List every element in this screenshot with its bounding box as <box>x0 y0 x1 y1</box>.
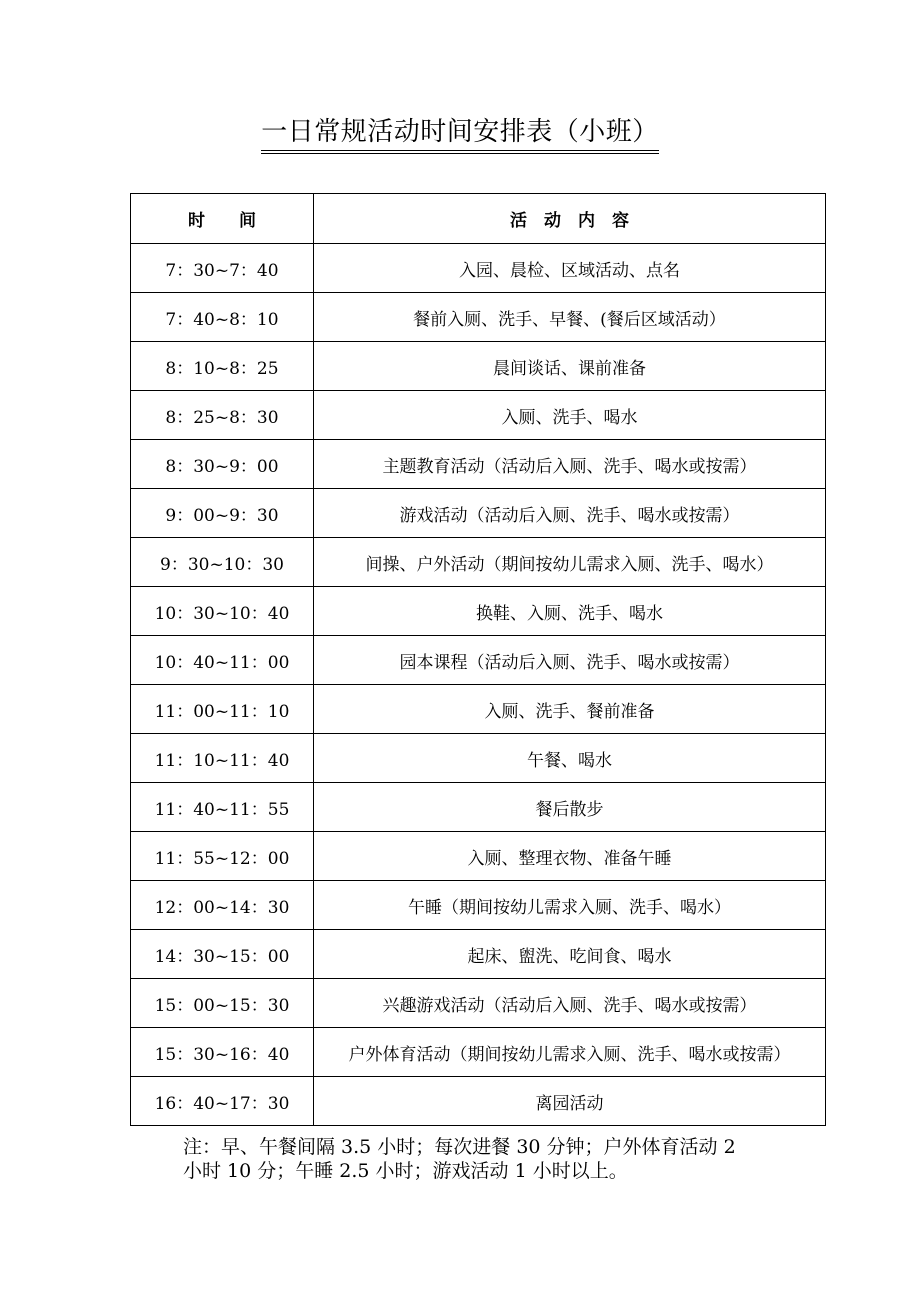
table-row <box>131 1028 826 1077</box>
table-row <box>131 293 826 342</box>
page-title-text: 一日常规活动时间安排表（小班） <box>261 115 659 154</box>
time-cell: 10：30~10：40 <box>131 587 314 636</box>
activity-cell: 餐后散步 <box>314 783 826 832</box>
time-cell: 16：40~17：30 <box>131 1077 314 1126</box>
time-cell: 9：30~10：30 <box>131 538 314 587</box>
activity-cell: 主题教育活动（活动后入厕、洗手、喝水或按需） <box>314 440 826 489</box>
activity-cell: 园本课程（活动后入厕、洗手、喝水或按需） <box>314 636 826 685</box>
activity-cell: 离园活动 <box>314 1077 826 1126</box>
time-cell: 15：00~15：30 <box>131 979 314 1028</box>
time-cell: 11：55~12：00 <box>131 832 314 881</box>
table-row <box>131 538 826 587</box>
activity-cell: 入厕、整理衣物、准备午睡 <box>314 832 826 881</box>
activity-cell: 晨间谈话、课前准备 <box>314 342 826 391</box>
time-cell: 8：25~8：30 <box>131 391 314 440</box>
table-header-row <box>131 194 826 244</box>
table-row <box>131 244 826 293</box>
activity-cell: 起床、盥洗、吃间食、喝水 <box>314 930 826 979</box>
activity-cell: 兴趣游戏活动（活动后入厕、洗手、喝水或按需） <box>314 979 826 1028</box>
activity-cell: 换鞋、入厕、洗手、喝水 <box>314 587 826 636</box>
schedule-table <box>130 193 826 1126</box>
header-time: 时 间 <box>131 194 314 244</box>
table-row <box>131 587 826 636</box>
time-cell: 14：30~15：00 <box>131 930 314 979</box>
activity-cell: 间操、户外活动（期间按幼儿需求入厕、洗手、喝水） <box>314 538 826 587</box>
time-cell: 7：40~8：10 <box>131 293 314 342</box>
activity-cell: 午睡（期间按幼儿需求入厕、洗手、喝水） <box>314 881 826 930</box>
table-row <box>131 930 826 979</box>
activity-cell: 入园、晨检、区域活动、点名 <box>314 244 826 293</box>
table-row <box>131 734 826 783</box>
footnote-line-2: 小时 10 分；午睡 2.5 小时；游戏活动 1 小时以上。 <box>183 1160 628 1182</box>
time-cell: 15：30~16：40 <box>131 1028 314 1077</box>
table-row <box>131 979 826 1028</box>
time-cell: 7：30~7：40 <box>131 244 314 293</box>
time-cell: 9：00~9：30 <box>131 489 314 538</box>
table-row <box>131 881 826 930</box>
table-row <box>131 685 826 734</box>
time-cell: 11：10~11：40 <box>131 734 314 783</box>
activity-cell: 餐前入厕、洗手、早餐、(餐后区域活动） <box>314 293 826 342</box>
time-cell: 12：00~14：30 <box>131 881 314 930</box>
table-row <box>131 489 826 538</box>
time-cell: 11：40~11：55 <box>131 783 314 832</box>
table-row <box>131 832 826 881</box>
page-title <box>0 112 920 154</box>
activity-cell: 户外体育活动（期间按幼儿需求入厕、洗手、喝水或按需） <box>314 1028 826 1077</box>
activity-cell: 游戏活动（活动后入厕、洗手、喝水或按需） <box>314 489 826 538</box>
table-row <box>131 783 826 832</box>
activity-cell: 入厕、洗手、餐前准备 <box>314 685 826 734</box>
table-row <box>131 342 826 391</box>
time-cell: 10：40~11：00 <box>131 636 314 685</box>
table-row <box>131 440 826 489</box>
time-cell: 8：10~8：25 <box>131 342 314 391</box>
time-cell: 8：30~9：00 <box>131 440 314 489</box>
footnote-line-1: 注：早、午餐间隔 3.5 小时；每次进餐 30 分钟；户外体育活动 2 <box>183 1136 736 1158</box>
header-activity: 活 动 内 容 <box>314 194 826 244</box>
time-cell: 11：00~11：10 <box>131 685 314 734</box>
table-row <box>131 1077 826 1126</box>
activity-cell: 午餐、喝水 <box>314 734 826 783</box>
activity-cell: 入厕、洗手、喝水 <box>314 391 826 440</box>
footnote <box>183 1135 803 1183</box>
table-row <box>131 391 826 440</box>
table-row <box>131 636 826 685</box>
